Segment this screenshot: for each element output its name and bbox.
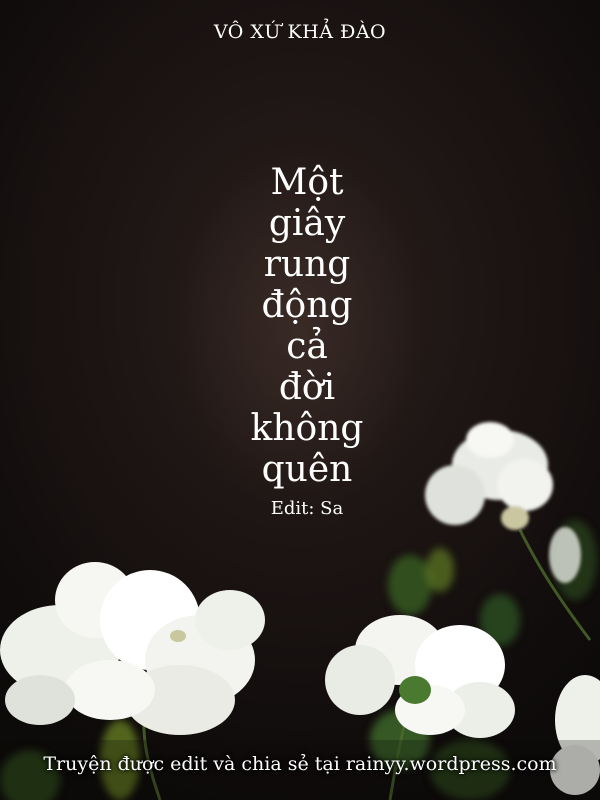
title-line: không [250, 408, 364, 450]
title-line: quên [261, 449, 353, 491]
source-credit: Truyện được edit và chia sẻ tại rainyy.wordpress.com [43, 753, 557, 775]
title-line: động [261, 285, 353, 327]
title-line: đời [278, 367, 336, 409]
title-line: giây [268, 203, 346, 245]
editor-credit: Edit: Sa [270, 498, 344, 519]
book-title [200, 162, 414, 490]
title-line: rung [263, 244, 351, 286]
title-line: cả [286, 326, 328, 368]
author-name: VÔ XỨ KHẢ ĐÀO [213, 21, 387, 43]
flower-middle-right [325, 615, 515, 738]
flower-left [0, 562, 265, 735]
title-line: Một [270, 162, 344, 204]
